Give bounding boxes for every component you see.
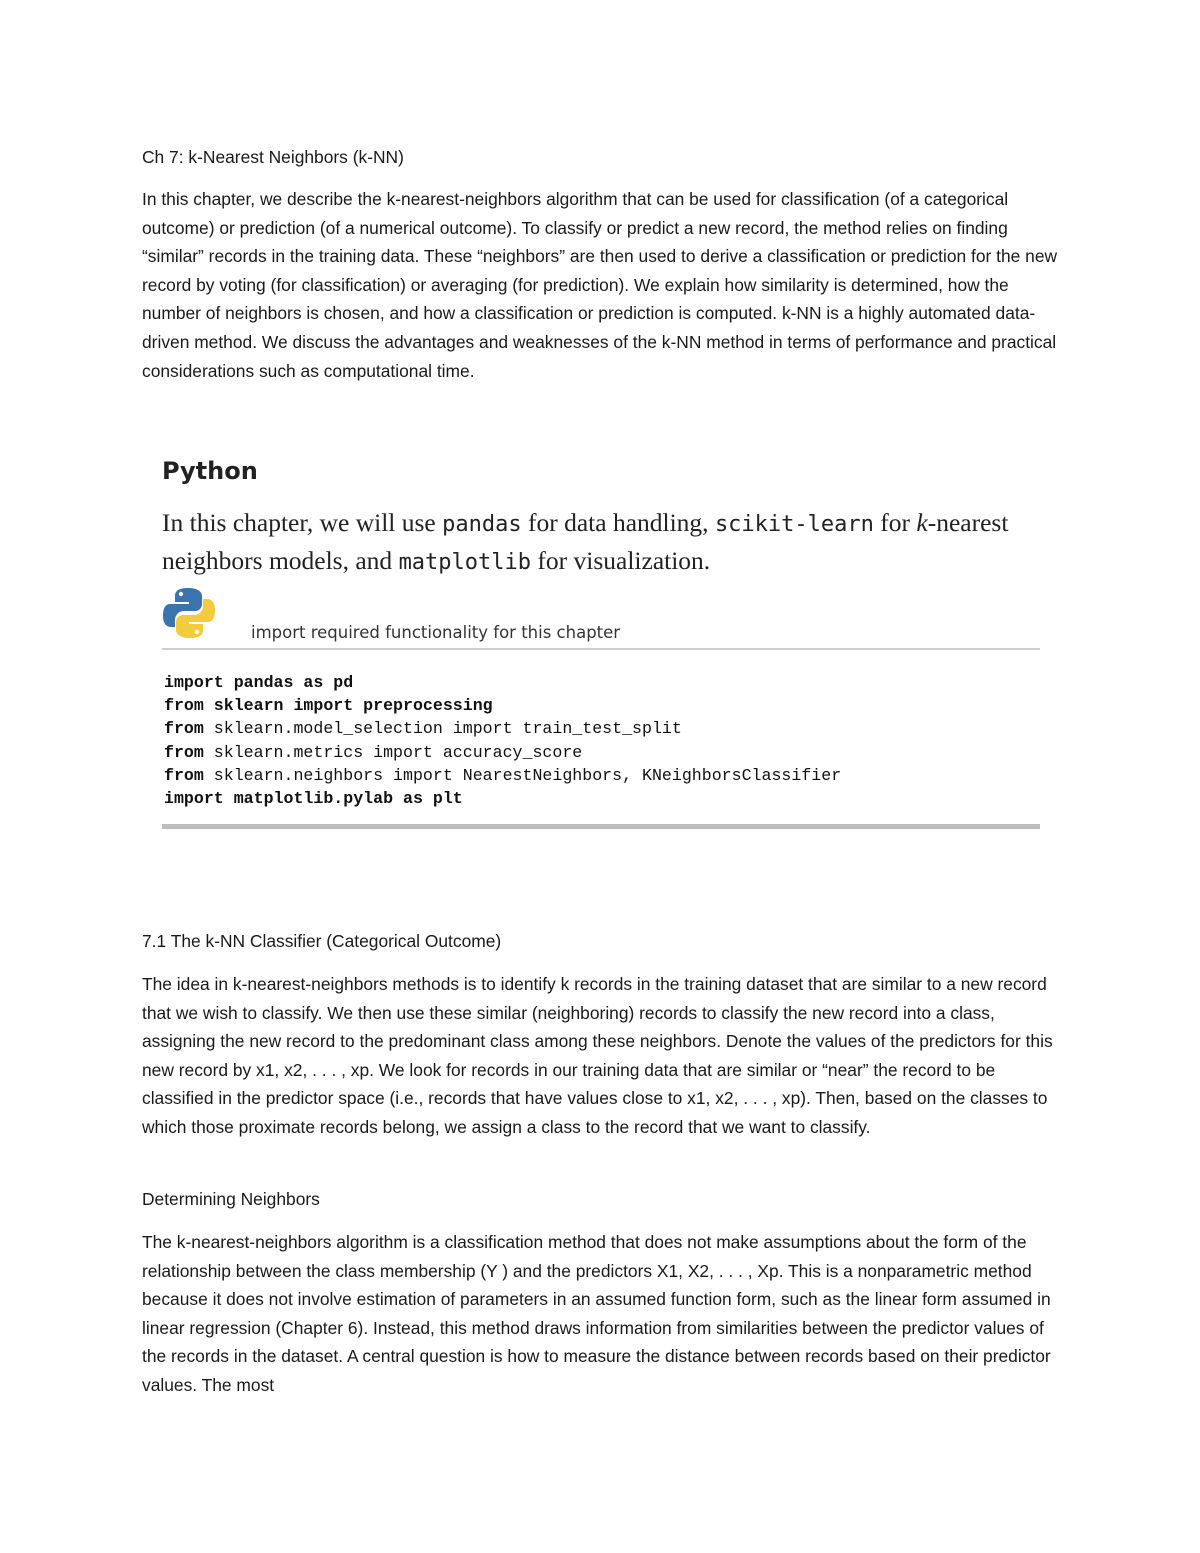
code-line: from sklearn.metrics import accuracy_score [164, 742, 583, 762]
code-bottom-divider [162, 824, 1040, 829]
python-logo-icon [162, 586, 216, 640]
chapter-intro-paragraph: In this chapter, we describe the k-nearest-neighbors algorithm that can be used for classification (of a categorical outcome) or prediction (of a numerical outcome). To classify or predict a new record, the method relies on finding “similar” records in the training data. These “neighbors” are then used to derive a classification or prediction for the new record by voting (for classification) or averaging (for prediction). We explain how similarity is determined, how the number of neighbors is chosen, and how a classification or prediction is computed. k-NN is a highly automated data-driven method. We discuss the advantages and weaknesses of the k-NN method in terms of performance and practical considerations such as computational time. [142, 189, 1058, 381]
code-line: import matplotlib.pylab as plt [164, 789, 463, 809]
chapter-title: Ch 7: k-Nearest Neighbors (k-NN) [142, 147, 404, 167]
code-line: from sklearn import preprocessing [164, 696, 493, 716]
python-box-title: Python [162, 457, 258, 485]
pandas-lib-name: pandas [442, 512, 522, 537]
code-line: from sklearn.neighbors import NearestNeighbors, KNeighborsClassifier [164, 765, 842, 785]
code-line: import pandas as pd [164, 673, 354, 692]
code-caption: import required functionality for this chapter [251, 623, 621, 642]
code-block [164, 671, 841, 810]
scikit-learn-lib-name: scikit-learn [714, 512, 874, 537]
python-box-intro: In this chapter, we will use pandas for data handling, scikit-learn for k-nearest neighbors models, and matplotlib for visualization. [162, 508, 1009, 575]
section-7-1-title: 7.1 The k-NN Classifier (Categorical Outcome) [142, 931, 502, 951]
determining-neighbors-title: Determining Neighbors [142, 1189, 320, 1209]
code-line: from sklearn.model_selection import train_test_split [164, 719, 682, 739]
section-7-1-paragraph: The idea in k-nearest-neighbors methods is to identify k records in the training dataset that are similar to a new record that we wish to classify. We then use these similar (neighboring) records to classify the new record into a class, assigning the new record to the predominant class among these neighbors. Denote the values of the predictors for this new record by x1, x2, . . . , xp. We look for records in our training data that are similar or “near” the record to be classified in the predictor space (i.e., records that have values close to x1, x2, . . . , xp). Then, based on the classes to which those proximate records belong, we assign a class to the record that we want to classify. [142, 974, 1053, 1137]
matplotlib-lib-name: matplotlib [398, 550, 532, 575]
determining-neighbors-paragraph: The k-nearest-neighbors algorithm is a classification method that does not make assumptions about the form of the relationship between the class membership (Y ) and the predictors X1, X2, . . . , Xp. This is a nonparametric method because it does not involve estimation of parameters in an assumed function form, such as the linear form assumed in linear regression (Chapter 6). Instead, this method draws information from similarities between the predictor values of the records in the dataset. A central question is how to measure the distance between records based on their predictor values. The most [142, 1232, 1051, 1395]
code-top-divider [162, 648, 1040, 650]
